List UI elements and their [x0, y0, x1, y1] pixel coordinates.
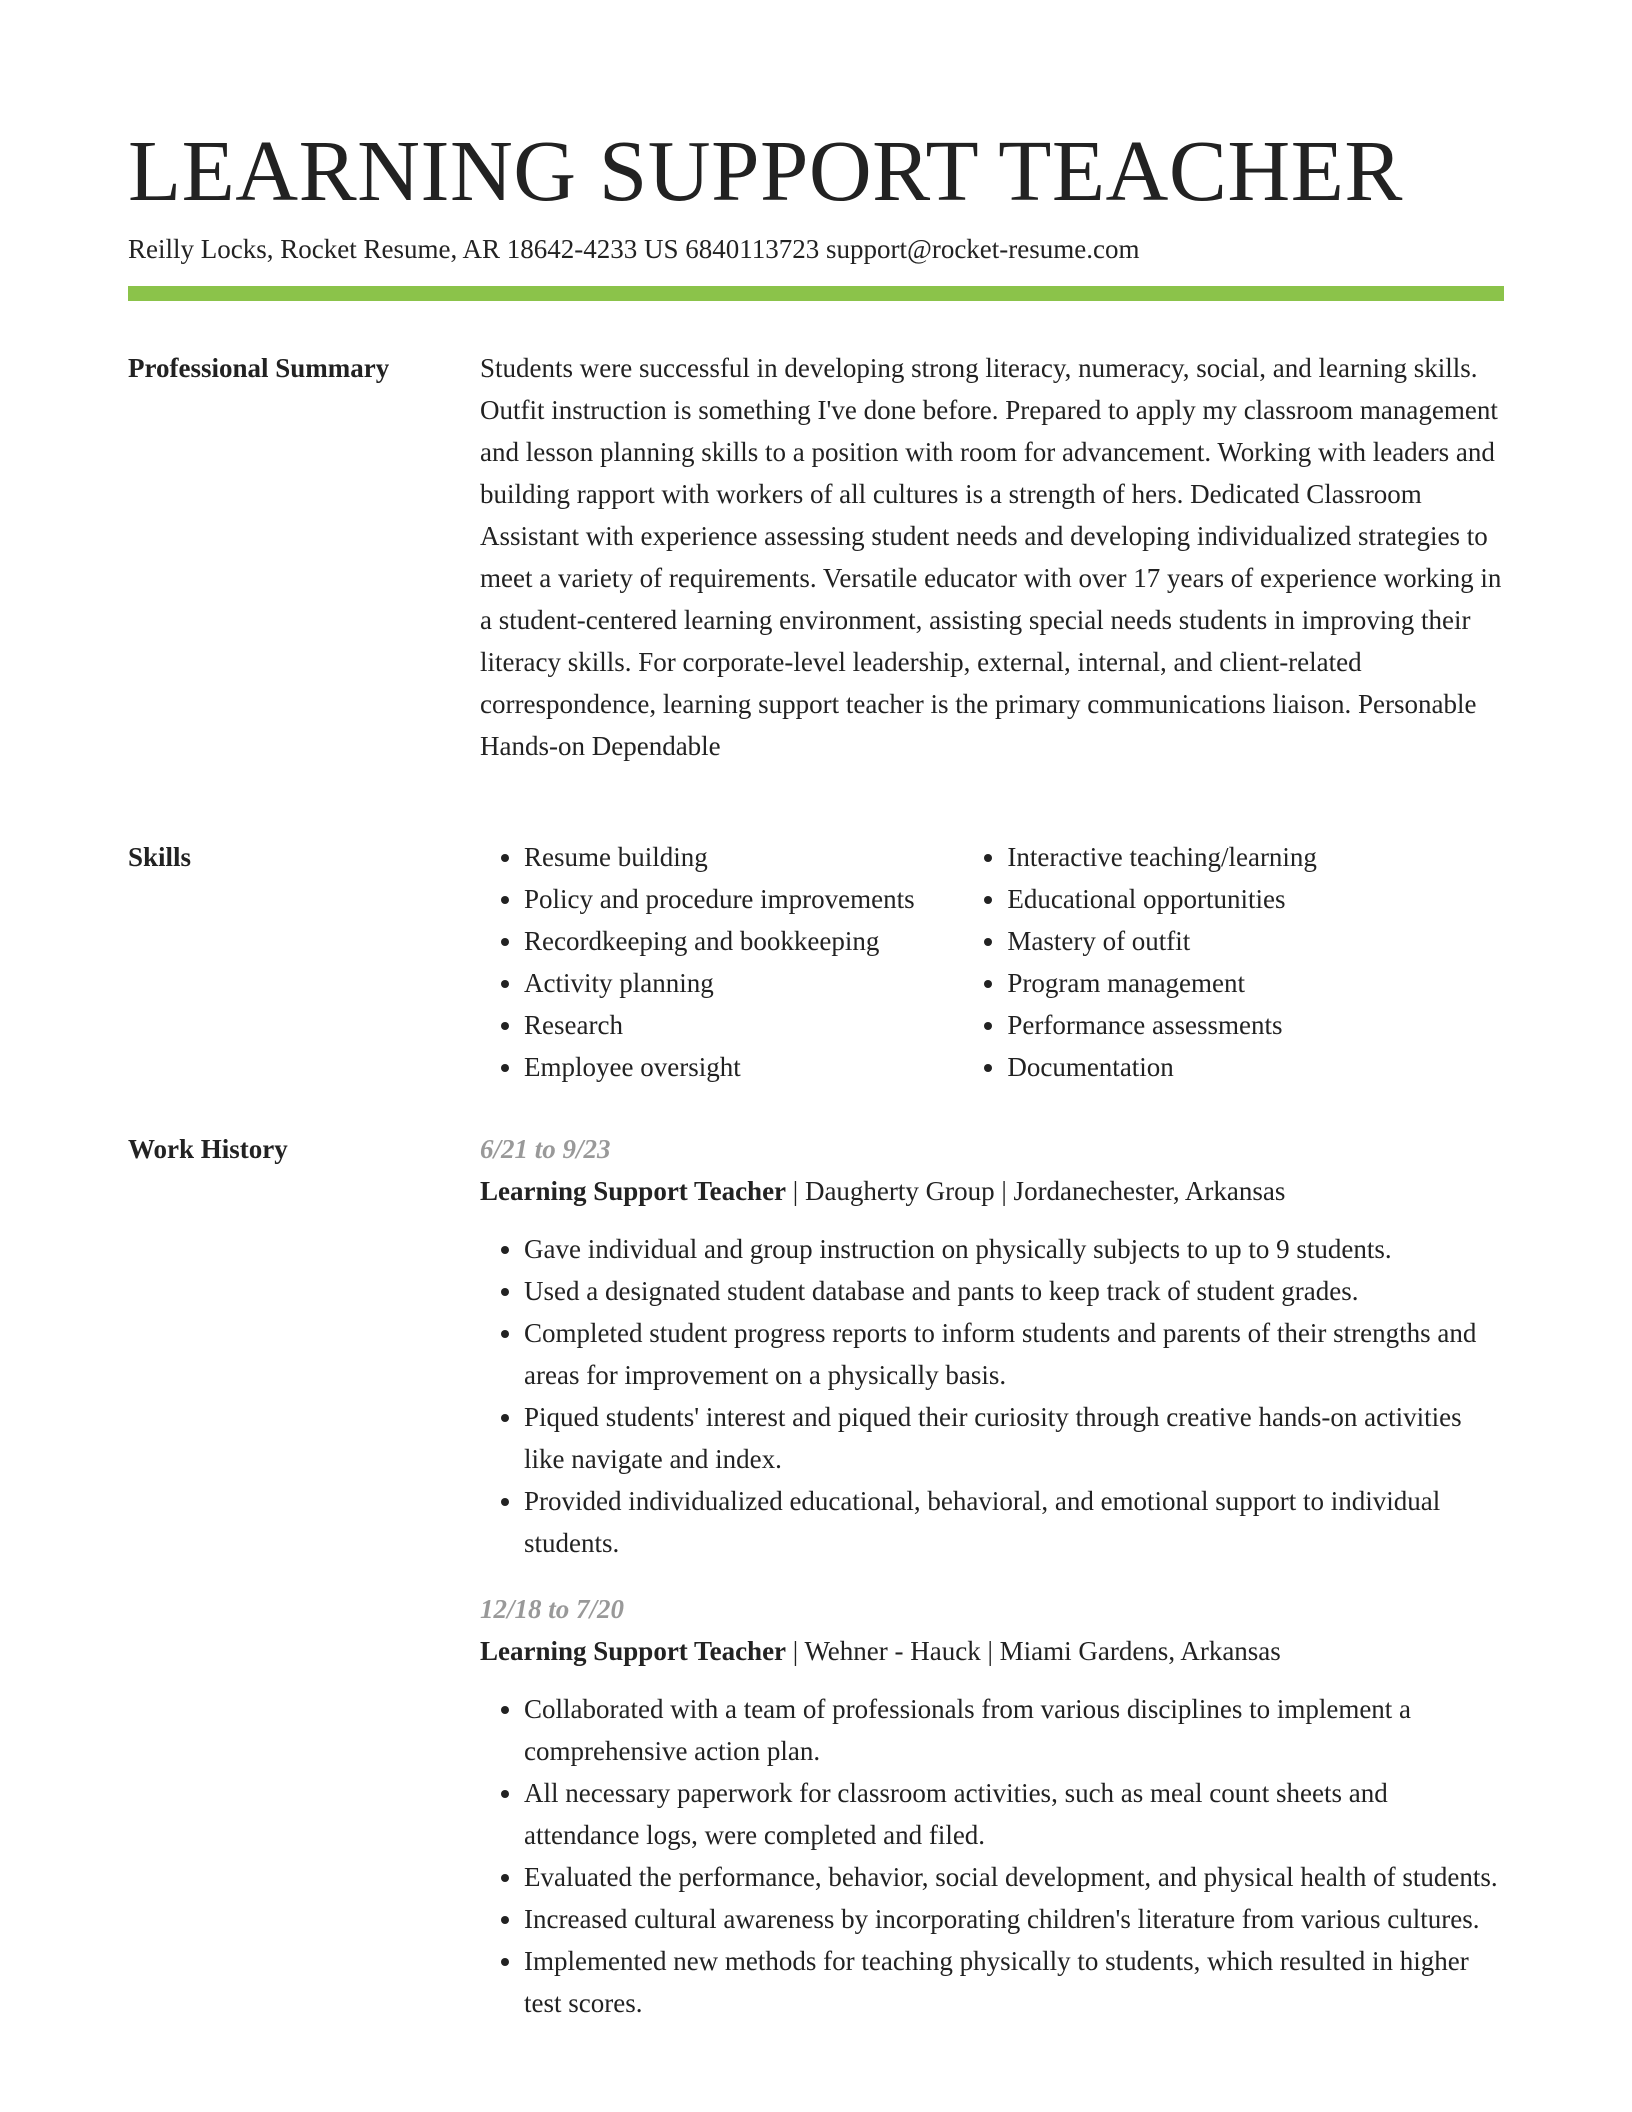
work-body [480, 1128, 1504, 2048]
job-bullet: • Evaluated the performance, behavior, social development, and physical health of students. [524, 1856, 1504, 1898]
summary-label: Professional Summary [128, 353, 390, 383]
skill-item: • Policy and procedure improvements [524, 878, 963, 920]
job-details: | Daugherty Group | Jordanechester, Arkansas [786, 1176, 1286, 1206]
job-bullet: • Provided individualized educational, behavioral, and emotional support to individual students. [524, 1480, 1504, 1564]
job-bullet: • Used a designated student database and pants to keep track of student grades. [524, 1270, 1504, 1312]
skills-label: Skills [128, 842, 192, 872]
job-bullet: • Piqued students' interest and piqued their curiosity through creative hands-on activities like navigate and index. [524, 1396, 1504, 1480]
work-label: Work History [128, 1134, 288, 1164]
skill-item: • Research [524, 1004, 963, 1046]
skill-item: • Documentation [1007, 1046, 1504, 1088]
skill-item: • Recordkeeping and bookkeeping [524, 920, 963, 962]
job-entry [480, 1128, 1504, 1564]
skills-columns [480, 836, 1504, 1088]
contact-line: Reilly Locks, Rocket Resume, AR 18642-4233 US 6840113723 support@rocket-resume.com [128, 234, 1140, 264]
job-bullet: • All necessary paperwork for classroom activities, such as meal count sheets and attendance logs, were completed and filed. [524, 1772, 1504, 1856]
job-bullets [480, 1228, 1504, 1564]
job-bullet: • Implemented new methods for teaching physically to students, which resulted in higher test scores. [524, 1940, 1504, 2024]
job-entry [480, 1588, 1504, 2024]
skill-item: • Performance assessments [1007, 1004, 1504, 1046]
job-heading [480, 1630, 1504, 1672]
skills-list-right [963, 836, 1504, 1088]
job-bullet: • Collaborated with a team of professionals from various disciplines to implement a comprehensive action plan. [524, 1688, 1504, 1772]
summary-text: Students were successful in developing strong literacy, numeracy, social, and learning skills. Outfit instruction is something I've done before. Prepared to apply my classroom management and lesson planning skills to a position with room for advancement. Working with leaders and building rapport with workers of all cultures is a strength of hers. Dedicated Classroom Assistant with experience assessing student needs and developing individualized strategies to meet a variety of requirements. Versatile educator with over 17 years of experience working in a student-centered learning environment, assisting special needs students in improving their literacy skills. For corporate-level leadership, external, internal, and client-related correspondence, learning support teacher is the primary communications liaison. Personable Hands-on Dependable [480, 353, 1502, 761]
header-divider [128, 286, 1504, 301]
job-title: Learning Support Teacher [480, 1636, 787, 1666]
skill-item: • Educational opportunities [1007, 878, 1504, 920]
job-bullets [480, 1688, 1504, 2024]
job-bullet: • Gave individual and group instruction on physically subjects to up to 9 students. [524, 1228, 1504, 1270]
job-bullet: • Completed student progress reports to inform students and parents of their strengths and areas for improvement on a physically basis. [524, 1312, 1504, 1396]
resume-title: LEARNING SUPPORT TEACHER [128, 122, 1403, 219]
skill-item: • Resume building [524, 836, 963, 878]
skill-item: • Employee oversight [524, 1046, 963, 1088]
skill-item: • Interactive teaching/learning [1007, 836, 1504, 878]
job-title: Learning Support Teacher [480, 1176, 787, 1206]
skills-body [480, 836, 1504, 1088]
job-heading [480, 1170, 1504, 1212]
skills-list-left [480, 836, 963, 1088]
job-bullet: • Increased cultural awareness by incorporating children's literature from various cultures. [524, 1898, 1504, 1940]
summary-body [480, 347, 1504, 767]
job-details: | Wehner - Hauck | Miami Gardens, Arkansas [786, 1636, 1281, 1666]
skill-item: • Activity planning [524, 962, 963, 1004]
skill-item: • Program management [1007, 962, 1504, 1004]
job-dates: 12/18 to 7/20 [480, 1594, 625, 1624]
skill-item: • Mastery of outfit [1007, 920, 1504, 962]
job-dates: 6/21 to 9/23 [480, 1134, 611, 1164]
